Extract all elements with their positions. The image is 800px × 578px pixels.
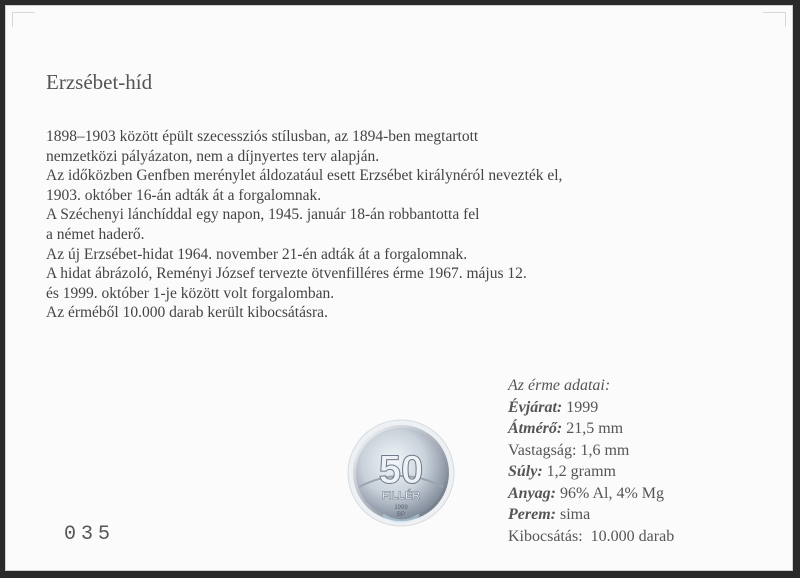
paragraph-line: a német haderő. bbox=[46, 225, 145, 243]
spec-year bbox=[508, 397, 674, 419]
spec-edge bbox=[508, 504, 674, 526]
spec-label: Anyag: bbox=[508, 484, 556, 502]
spec-value: 96% Al, 4% Mg bbox=[556, 484, 664, 502]
paragraph-line: és 1999. október 1-je között volt forgalomban. bbox=[46, 284, 335, 302]
paragraph-line: nemzetközi pályázaton, nem a díjnyertes terv alapján. bbox=[46, 147, 380, 165]
spec-value: 21,5 mm bbox=[562, 420, 624, 437]
spec-value: 1,2 gramm bbox=[542, 463, 616, 480]
history-paragraph bbox=[46, 127, 562, 323]
spec-issue bbox=[508, 526, 674, 548]
spec-label: Súly: bbox=[508, 463, 543, 480]
spec-label: Vastagság: bbox=[508, 441, 577, 459]
coin-capsule bbox=[343, 415, 459, 531]
spec-label: Kibocsátás: bbox=[508, 527, 583, 545]
paragraph-line: Az időközben Genfben merénylet áldozatául esett Erzsébet királynéról nevezték el, bbox=[46, 167, 563, 185]
paragraph-line: Az új Erzsébet-hidat 1964. november 21-én adták át a forgalomnak. bbox=[46, 245, 468, 263]
page-title: Erzsébet-híd bbox=[46, 70, 153, 94]
paragraph-line: A hidat ábrázoló, Reményi József tervezte ötvenfilléres érme 1967. május 12. bbox=[46, 265, 527, 283]
coin-image bbox=[343, 415, 459, 531]
spec-material bbox=[508, 483, 674, 505]
paragraph-line: A Széchenyi lánchíddal egy napon, 1945. január 18-án robbantotta fel bbox=[46, 206, 480, 224]
spec-value: 1999 bbox=[562, 398, 599, 416]
serial-number: 035 bbox=[64, 523, 116, 546]
paragraph-line: Az érméből 10.000 darab került kibocsátásra. bbox=[46, 304, 328, 322]
spec-diameter bbox=[508, 418, 674, 440]
spec-value: 10.000 darab bbox=[582, 527, 675, 545]
envelope-corner-left bbox=[12, 12, 35, 27]
spec-weight bbox=[508, 461, 674, 483]
envelope-corner-right bbox=[763, 12, 786, 27]
spec-value: sima bbox=[555, 506, 591, 523]
coin-unit: FILLÉR bbox=[381, 490, 421, 502]
coin-specs bbox=[508, 375, 674, 547]
paragraph-line: 1903. október 16-án adták át a forgalomnak. bbox=[46, 186, 322, 204]
coin-mint-mark: BP bbox=[396, 512, 406, 518]
paragraph-line: 1898–1903 között épült szecessziós stílusban, az 1894-ben megtartott bbox=[46, 128, 479, 145]
spec-value: 1,6 mm bbox=[576, 441, 630, 459]
specs-heading: Az érme adatai: bbox=[508, 377, 611, 394]
coin-denomination: 50 bbox=[378, 448, 424, 492]
spec-label: Átmérő: bbox=[508, 420, 563, 437]
spec-thickness bbox=[508, 440, 674, 462]
spec-label: Évjárat: bbox=[508, 398, 563, 416]
spec-label: Perem: bbox=[508, 506, 556, 523]
coin-year: 1999 bbox=[394, 505, 408, 511]
